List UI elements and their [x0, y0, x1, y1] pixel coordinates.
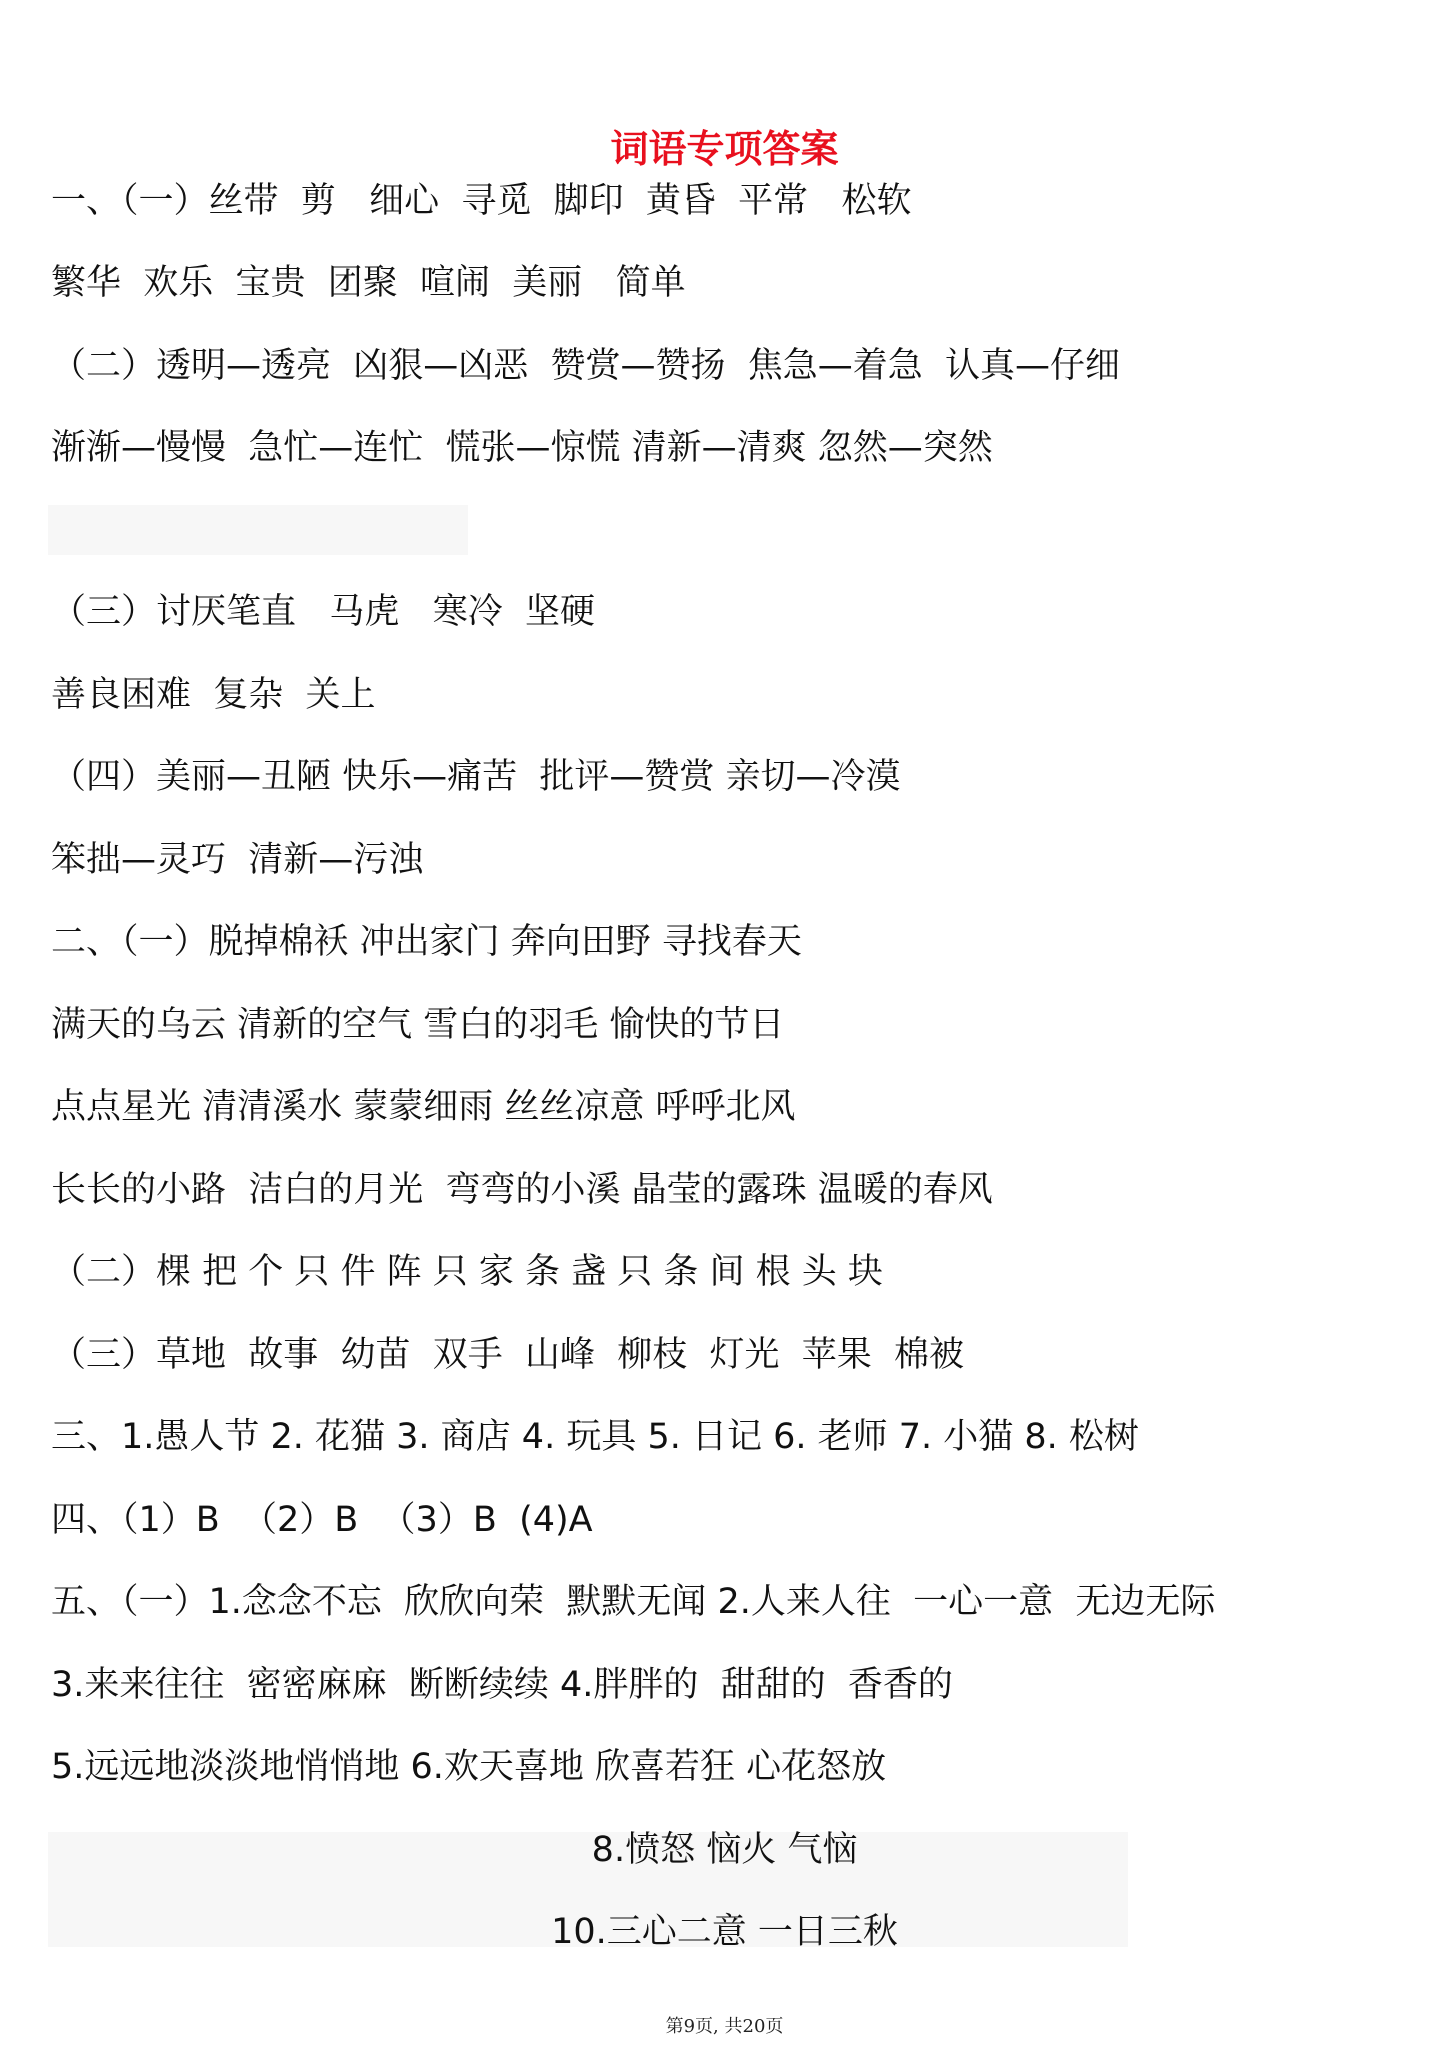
answer-line: 点点星光 清清溪水 蒙蒙细雨 丝丝凉意 呼呼北风: [51, 1087, 796, 1127]
answer-line: （三）讨厌笔直 马虎 寒冷 坚硬: [51, 592, 596, 632]
answer-line: 一、（一）丝带 剪 细心 寻觅 脚印 黄昏 平常 松软: [51, 181, 912, 221]
answer-line: 渐渐—慢慢 急忙—连忙 慌张—惊慌 清新—清爽 忽然—突然: [51, 428, 993, 468]
answer-line: 5.远远地淡淡地悄悄地 6.欢天喜地 欣喜若狂 心花怒放: [51, 1747, 887, 1787]
answer-line: 3.来来往往 密密麻麻 断断续续 4.胖胖的 甜甜的 香香的: [51, 1665, 953, 1705]
scan-artifact: [48, 505, 468, 555]
answer-line: 8.愤怒 恼火 气恼: [591, 1830, 858, 1870]
answer-line: （二）透明—透亮 凶狠—凶恶 赞赏—赞扬 焦急—着急 认真—仔细: [51, 346, 1121, 386]
answer-line: 繁华 欢乐 宝贵 团聚 喧闹 美丽 简单: [51, 263, 686, 303]
answer-line: （四）美丽—丑陋 快乐—痛苦 批评—赞赏 亲切—冷漠: [51, 757, 901, 797]
answer-line: 二、（一）脱掉棉袄 冲出家门 奔向田野 寻找春天: [51, 922, 802, 962]
answer-line: （二）棵 把 个 只 件 阵 只 家 条 盏 只 条 间 根 头 块: [51, 1252, 883, 1292]
answer-line: （三）草地 故事 幼苗 双手 山峰 柳枝 灯光 苹果 棉被: [51, 1335, 965, 1375]
answer-line: 长长的小路 洁白的月光 弯弯的小溪 晶莹的露珠 温暖的春风: [51, 1170, 993, 1210]
answer-line: 四、（1）B （2）B （3）B (4)A: [51, 1500, 593, 1540]
answer-line: 10.三心二意 一日三秋: [551, 1912, 898, 1952]
page-number: 第9页, 共20页: [665, 2016, 784, 2037]
answer-line: 笨拙—灵巧 清新—污浊: [51, 840, 424, 880]
page-title: 词语专项答案: [610, 127, 839, 171]
answer-line: 善良困难 复杂 关上: [51, 675, 376, 715]
answer-line: 三、1.愚人节 2. 花猫 3. 商店 4. 玩具 5. 日记 6. 老师 7. 小猫 8. 松树: [51, 1417, 1139, 1457]
answer-line: 五、（一）1.念念不忘 欣欣向荣 默默无闻 2.人来人往 一心一意 无边无际: [51, 1582, 1216, 1622]
answer-line: 满天的乌云 清新的空气 雪白的羽毛 愉快的节日: [51, 1005, 785, 1045]
